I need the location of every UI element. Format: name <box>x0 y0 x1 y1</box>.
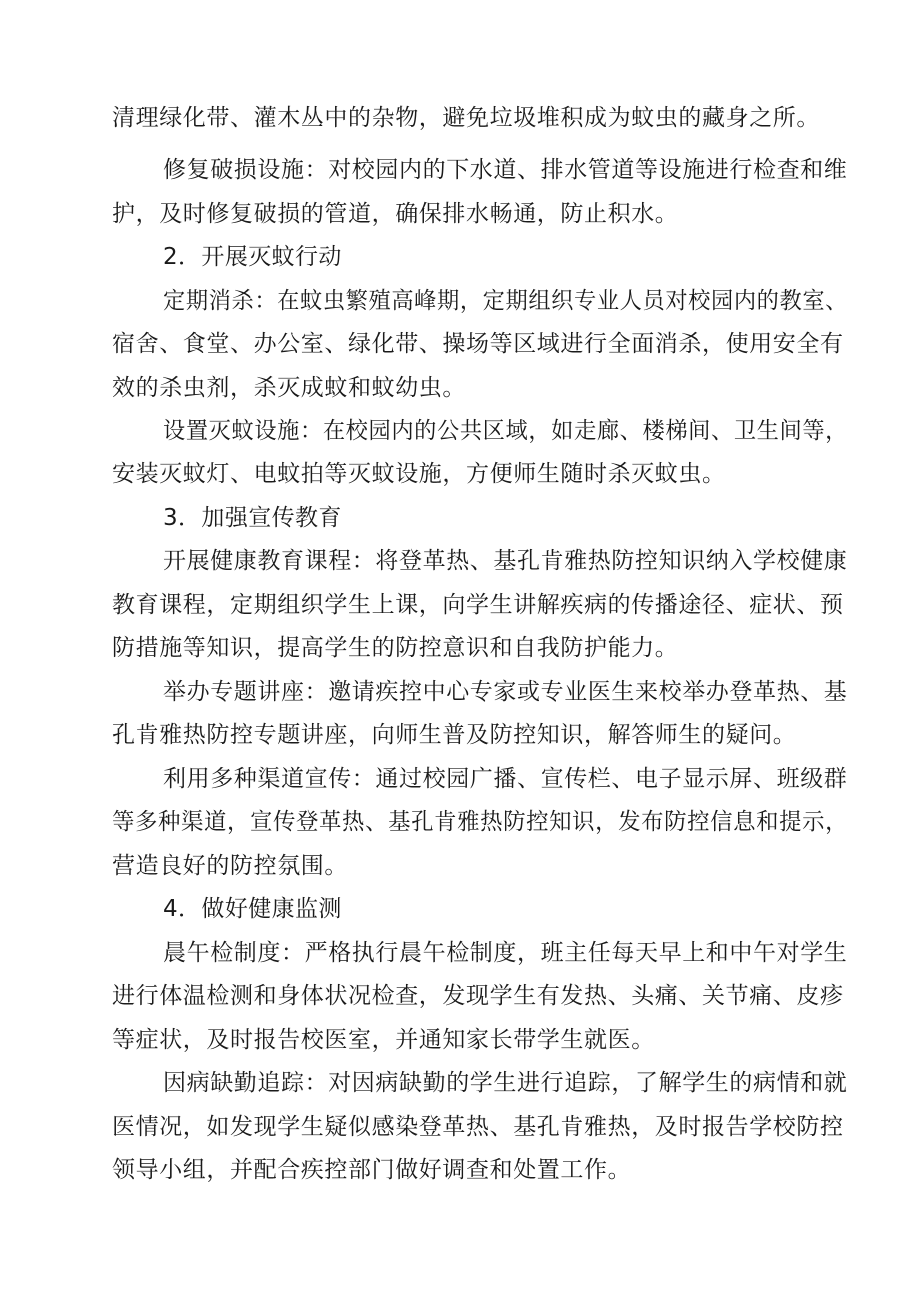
text-line: 举办专题讲座：邀请疾控中心专家或专业医生来校举办登革热、基 <box>163 679 848 705</box>
text-line: 定期消杀：在蚊虫繁殖高峰期，定期组织专业人员对校园内的教室、 <box>163 288 848 314</box>
text-line: 宿舍、食堂、办公室、绿化带、操场等区域进行全面消杀，使用安全有 <box>112 331 844 357</box>
section-heading: 2．开展灭蚊行动 <box>163 244 342 270</box>
text-line: 营造良好的防控氛围。 <box>112 853 348 879</box>
section-heading: 4．做好健康监测 <box>163 896 342 922</box>
text-line: 修复破损设施：对校园内的下水道、排水管道等设施进行检查和维 <box>163 157 848 183</box>
text-line: 效的杀虫剂，杀灭成蚊和蚊幼虫。 <box>112 375 466 401</box>
text-line: 设置灭蚊设施：在校园内的公共区域，如走廊、楼梯间、卫生间等， <box>163 418 848 444</box>
text-line: 教育课程，定期组织学生上课，向学生讲解疾病的传播途径、症状、预 <box>112 592 844 618</box>
text-line: 利用多种渠道宣传：通过校园广播、宣传栏、电子显示屏、班级群 <box>163 766 848 792</box>
text-line: 进行体温检测和身体状况检查，发现学生有发热、头痛、关节痛、皮疹 <box>112 983 844 1009</box>
text-line: 等多种渠道，宣传登革热、基孔肯雅热防控知识，发布防控信息和提示， <box>112 809 849 835</box>
text-line: 开展健康教育课程：将登革热、基孔肯雅热防控知识纳入学校健康 <box>163 548 848 574</box>
text-line: 等症状，及时报告校医室，并通知家长带学生就医。 <box>112 1027 655 1053</box>
text-line: 孔肯雅热防控专题讲座，向师生普及防控知识，解答师生的疑问。 <box>112 722 797 748</box>
text-line: 医情况，如发现学生疑似感染登革热、基孔肯雅热，及时报告学校防控 <box>112 1114 844 1140</box>
text-line: 护，及时修复破损的管道，确保排水畅通，防止积水。 <box>112 201 679 227</box>
text-line: 领导小组，并配合疾控部门做好调查和处置工作。 <box>112 1157 632 1183</box>
section-heading: 3．加强宣传教育 <box>163 505 342 531</box>
text-line: 因病缺勤追踪：对因病缺勤的学生进行追踪，了解学生的病情和就 <box>163 1070 848 1096</box>
text-line: 晨午检制度：严格执行晨午检制度，班主任每天早上和中午对学生 <box>163 940 848 966</box>
text-line: 防措施等知识，提高学生的防控意识和自我防护能力。 <box>112 635 679 661</box>
text-line: 安装灭蚊灯、电蚊拍等灭蚊设施，方便师生随时杀灭蚊虫。 <box>112 461 726 487</box>
text-line: 清理绿化带、灌木丛中的杂物，避免垃圾堆积成为蚊虫的藏身之所。 <box>112 105 820 131</box>
